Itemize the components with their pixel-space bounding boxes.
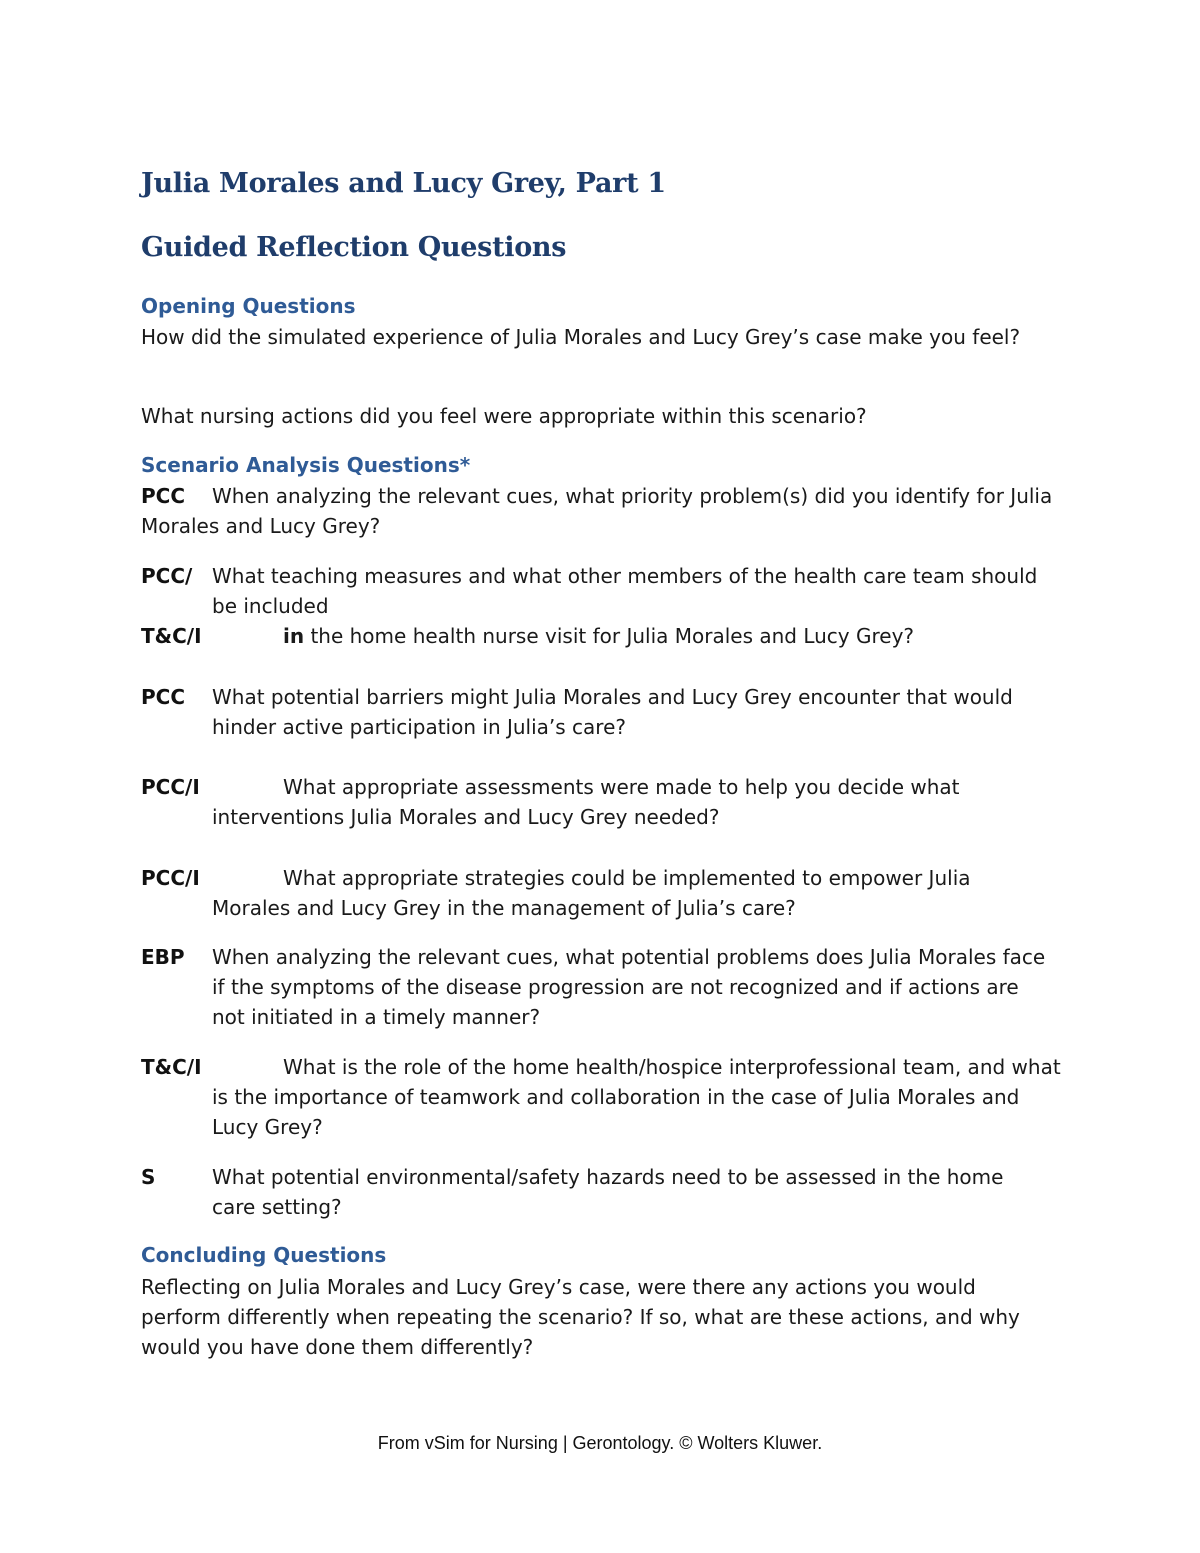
concluding-questions-heading: Concluding Questions xyxy=(141,1243,387,1267)
scenario-question xyxy=(141,942,1071,1032)
opening-question-1: How did the simulated experience of Julia Morales and Lucy Grey’s case make you feel? xyxy=(141,325,1021,349)
question-code: EBP xyxy=(141,945,185,969)
question-code: T&C/I xyxy=(141,624,202,648)
question-code: PCC xyxy=(141,685,186,709)
question-code: PCC/ xyxy=(141,564,193,588)
scenario-question xyxy=(141,561,1071,621)
document-subtitle: Guided Reflection Questions xyxy=(141,232,567,263)
question-text: When analyzing the relevant cues, what priority problem(s) did you identify for Julia Morales and Lucy Grey? xyxy=(141,484,1053,538)
question-code: PCC/I xyxy=(141,775,200,799)
opening-question-2: What nursing actions did you feel were appropriate within this scenario? xyxy=(141,404,867,428)
document-title: Julia Morales and Lucy Grey, Part 1 xyxy=(141,168,666,199)
question-code: T&C/I xyxy=(141,1055,202,1079)
question-text: What teaching measures and what other members of the health care team should be included xyxy=(212,564,1038,618)
scenario-questions-heading: Scenario Analysis Questions* xyxy=(141,453,471,477)
scenario-question xyxy=(141,1162,1071,1222)
concluding-question-1: Reflecting on Julia Morales and Lucy Grey’s case, were there any actions you would perform differently when repeating the scenario? If so, what are these actions, and why would you have done them differently? xyxy=(141,1275,1020,1359)
question-code: S xyxy=(141,1165,156,1189)
scenario-question xyxy=(141,1052,1071,1142)
opening-questions-heading: Opening Questions xyxy=(141,294,356,318)
question-prefix: in xyxy=(283,624,305,648)
scenario-question xyxy=(141,863,1071,923)
question-text: When analyzing the relevant cues, what potential problems does Julia Morales face if the symptoms of the disease progression are not recognized and if actions are not initiated in a timely manner? xyxy=(212,945,1046,1029)
document-page xyxy=(141,0,1071,1553)
question-text: What potential environmental/safety hazards need to be assessed in the home care setting? xyxy=(212,1165,1004,1219)
question-code: PCC/I xyxy=(141,866,200,890)
scenario-question xyxy=(141,682,1071,742)
question-text: What appropriate assessments were made to help you decide what interventions Julia Morales and Lucy Grey needed? xyxy=(212,775,960,829)
question-text: What is the role of the home health/hospice interprofessional team, and what is the importance of teamwork and collaboration in the case of Julia Morales and Lucy Grey? xyxy=(212,1055,1061,1139)
question-text: What potential barriers might Julia Morales and Lucy Grey encounter that would hinder active participation in Julia’s care? xyxy=(212,685,1013,739)
question-text: the home health nurse visit for Julia Morales and Lucy Grey? xyxy=(310,624,915,648)
page-footer: From vSim for Nursing | Gerontology. © Wolters Kluwer. xyxy=(377,1433,823,1453)
scenario-question xyxy=(141,621,1071,651)
scenario-question xyxy=(141,772,1071,832)
scenario-question xyxy=(141,481,1071,541)
question-text: What appropriate strategies could be implemented to empower Julia Morales and Lucy Grey in the management of Julia’s care? xyxy=(212,866,971,920)
question-code: PCC xyxy=(141,484,186,508)
